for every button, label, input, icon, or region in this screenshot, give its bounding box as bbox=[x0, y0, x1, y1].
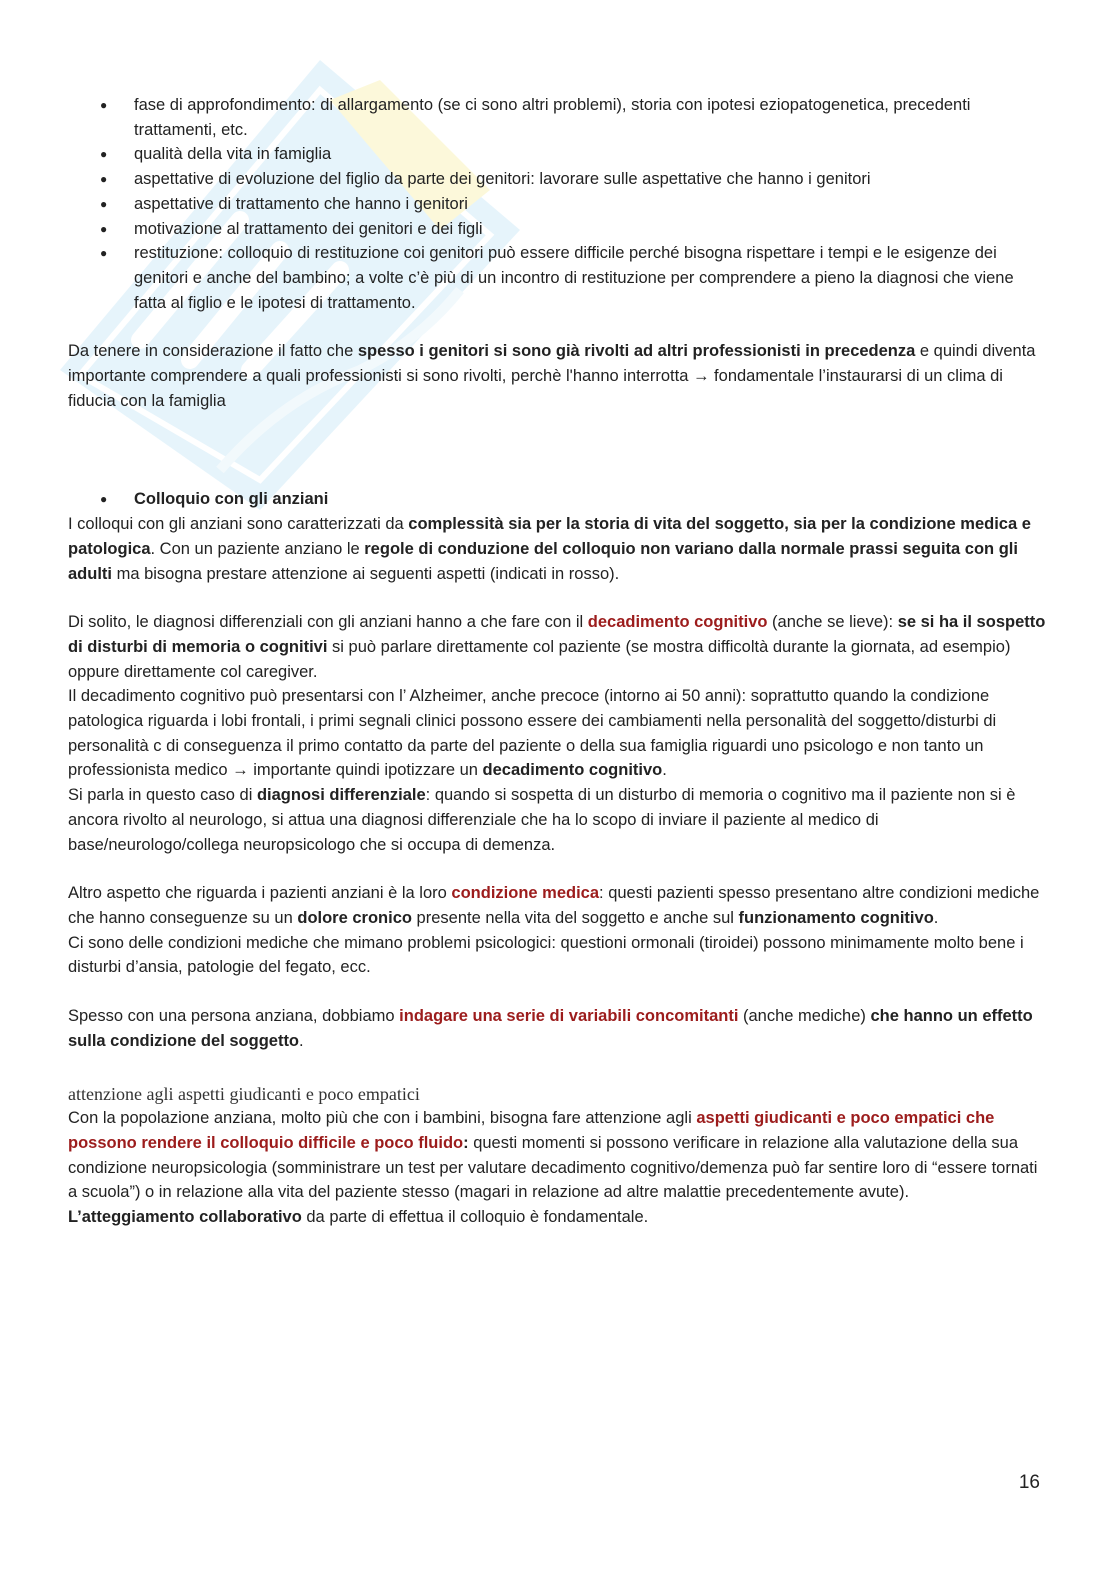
paragraph-variabili: Spesso con una persona anziana, dobbiamo indagare una serie di variabili concomitanti (anche mediche) che hanno un effetto sulla condizione del soggetto. bbox=[68, 1007, 1033, 1050]
list-item: ● aspettative di trattamento che hanno i genitori bbox=[68, 192, 1048, 217]
page-number: 16 bbox=[1018, 1472, 1040, 1493]
paragraph-alzheimer: Il decadimento cognitivo può presentarsi con l’ Alzheimer, anche precoce (intorno ai 50 anni): soprattutto quando la condizione patologica riguarda i lobi frontali, i primi segnali clinici possono essere dei cambiamenti nella personalità del soggetto/disturbi di personalità c di conseguenza il primo contatto da parte del paziente o della sua famiglia riguardi uno psicologo e non tanto un professionista medico → importante quindi ipotizzare un decadimento cognitivo. bbox=[68, 687, 997, 780]
document-body bbox=[68, 93, 1048, 1230]
paragraph-diagnosi-differenziale: Si parla in questo caso di diagnosi differenziale: quando si sospetta di un disturbo di memoria o cognitivo ma il paziente non si è ancora rivolto al neurologo, si attua una diagnosi differenziale che ha lo scopo di inviare il paziente al medico di base/neurologo/collega neuropsicologo che si occupa di demenza. bbox=[68, 786, 1016, 854]
paragraph-condizioni-mimano: Ci sono delle condizioni mediche che mimano problemi psicologici: questioni ormonali (tiroidei) possono minimamente molto bene i disturbi d’ansia, patologie del fegato, ecc. bbox=[68, 933, 1024, 977]
list-item: ● fase di approfondimento: di allargamento (se ci sono altri problemi), storia con ipotesi eziopatogenetica, precedenti trattamenti, etc. bbox=[68, 93, 1048, 142]
paragraph-genitori: Da tenere in considerazione il fatto che spesso i genitori si sono già rivolti ad altri professionisti in precedenza e quindi diventa importante comprendere a quali professionisti si sono rivolti, perchè l'hanno interrotta → fondamentale l’instaurarsi di un clima di fiducia con la famiglia bbox=[68, 342, 1036, 410]
paragraph-decadimento: Di solito, le diagnosi differenziali con gli anziani hanno a che fare con il decadimento cognitivo (anche se lieve): se si ha il sospetto di disturbi di memoria o cognitivi si può parlare direttamente col paziente (se mostra difficoltà durante la giornata, ad esempio) oppure direttamente col caregiver. bbox=[68, 613, 1046, 681]
paragraph-anziani-intro: I colloqui con gli anziani sono caratterizzati da complessità sia per la storia di vita del soggetto, sia per la condizione medica e patologica. Con un paziente anziano le regole di conduzione del colloquio non variano dalla normale prassi seguita con gli adulti ma bisogna prestare attenzione ai seguenti aspetti (indicati in rosso). bbox=[68, 515, 1031, 583]
section-heading-anziani: ● Colloquio con gli anziani bbox=[68, 487, 1048, 512]
paragraph-atteggiamento: L’atteggiamento collaborativo da parte di effettua il colloquio è fondamentale. bbox=[68, 1208, 649, 1227]
paragraph-condizione-medica: Altro aspetto che riguarda i pazienti anziani è la loro condizione medica: questi pazienti spesso presentano altre condizioni mediche che hanno conseguenze su un dolore cronico presente nella vita del soggetto e anche sul funzionamento cognitivo. bbox=[68, 884, 1040, 927]
subheading-aspetti-giudicanti: attenzione agli aspetti giudicanti e poco empatici bbox=[68, 1083, 420, 1104]
paragraph-aspetti-giudicanti: Con la popolazione anziana, molto più che con i bambini, bisogna fare attenzione agli aspetti giudicanti e poco empatici che possono rendere il colloquio difficile e poco fluido: questi momenti si possono verificare in relazione alla valutazione della sua condizione neuropsicologia (somministrare un test per valutare decadimento cognitivo/demenza può far sentire loro di “essere tornati a scuola”) o in relazione alla vita del paziente stesso (magari in relazione ad altre malattie precedentemente avute). bbox=[68, 1109, 1038, 1202]
list-item: ● restituzione: colloquio di restituzione coi genitori può essere difficile perché bisogna rispettare i tempi e le esigenze dei genitori e anche del bambino; a volte c’è più di un incontro di restituzione per comprendere a pieno la diagnosi che viene fatta al figlio e le ipotesi di trattamento. bbox=[68, 241, 1048, 315]
list-item: ● qualità della vita in famiglia bbox=[68, 142, 1048, 167]
list-item: ● motivazione al trattamento dei genitori e dei figli bbox=[68, 217, 1048, 242]
top-bullet-list bbox=[68, 93, 1048, 315]
list-item: ● aspettative di evoluzione del figlio da parte dei genitori: lavorare sulle aspettative che hanno i genitori bbox=[68, 167, 1048, 192]
